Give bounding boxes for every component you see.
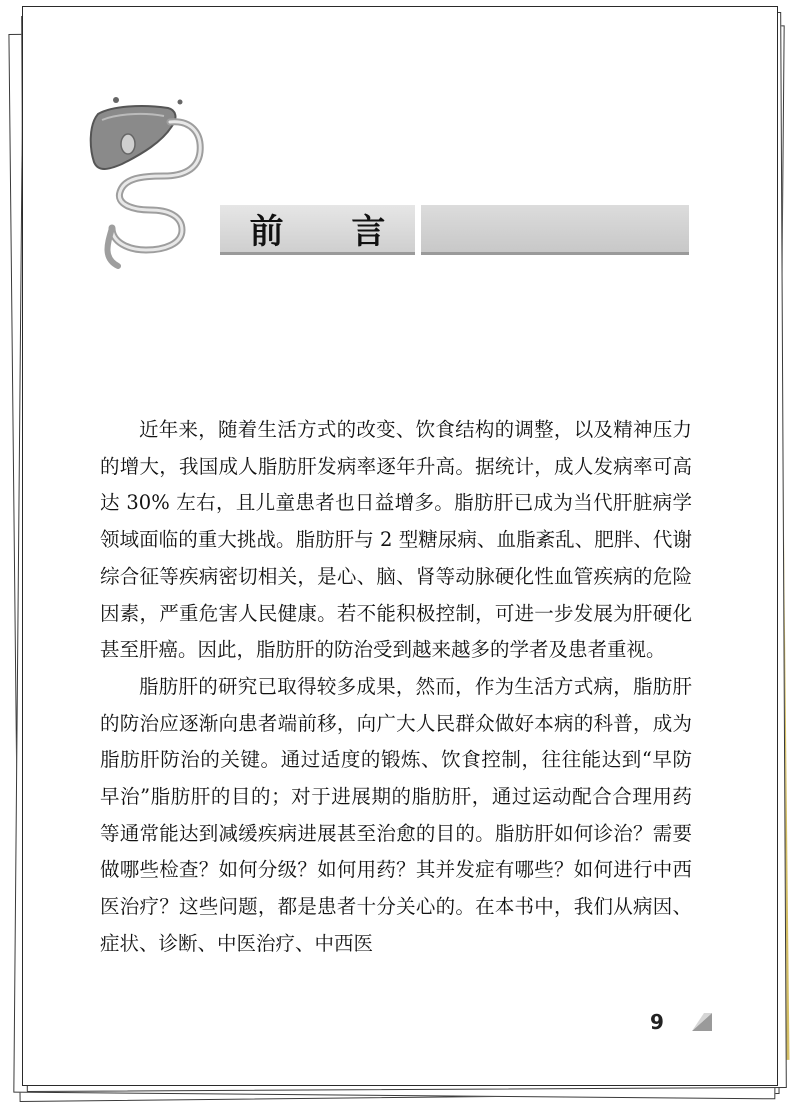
paragraph-1: 近年来，随着生活方式的改变、饮食结构的调整，以及精神压力的增大，我国成人脂肪肝发病率逐年升高。据统计，成人发病率可高达 30% 左右，且儿童患者也日益增多。脂肪肝已成为当代肝脏病学领域面临的重大挑战。脂肪肝与 2 型糖尿病、血脂紊乱、肥胖、代谢综合征等疾病密切相关，是心、脑、肾等动脉硬化性血管疾病的危险因素，严重危害人民健康。若不能积极控制，可进一步发展为肝硬化甚至肝癌。因此，脂肪肝的防治受到越来越多的学者及患者重视。 — [100, 418, 692, 662]
paragraph-2: 脂肪肝的研究已取得较多成果，然而，作为生活方式病，脂肪肝的防治应逐渐向患者端前移，向广大人民群众做好本病的科普，成为脂肪肝防治的关键。通过适度的锻炼、饮食控制，往往能达到“早防早治”脂肪肝的目的；对于进展期的脂肪肝，通过运动配合合理用药等通常能达到减缓疾病进展甚至治愈的目的。脂肪肝如何诊治？需要做哪些检查？如何分级？如何用药？其并发症有哪些？如何进行中西医治疗？这些问题，都是患者十分关心的。在本书中，我们从病因、症状、诊断、中医治疗、中西医 — [100, 674, 692, 955]
page-number: 9 — [650, 1010, 664, 1034]
page-corner-icon — [690, 1012, 714, 1032]
chapter-title-box — [220, 205, 415, 255]
liver-digestive-tract-icon — [72, 92, 212, 272]
title-decorative-bar — [421, 205, 689, 255]
chapter-title: 前 言 — [249, 212, 414, 252]
preface-body — [100, 412, 692, 963]
